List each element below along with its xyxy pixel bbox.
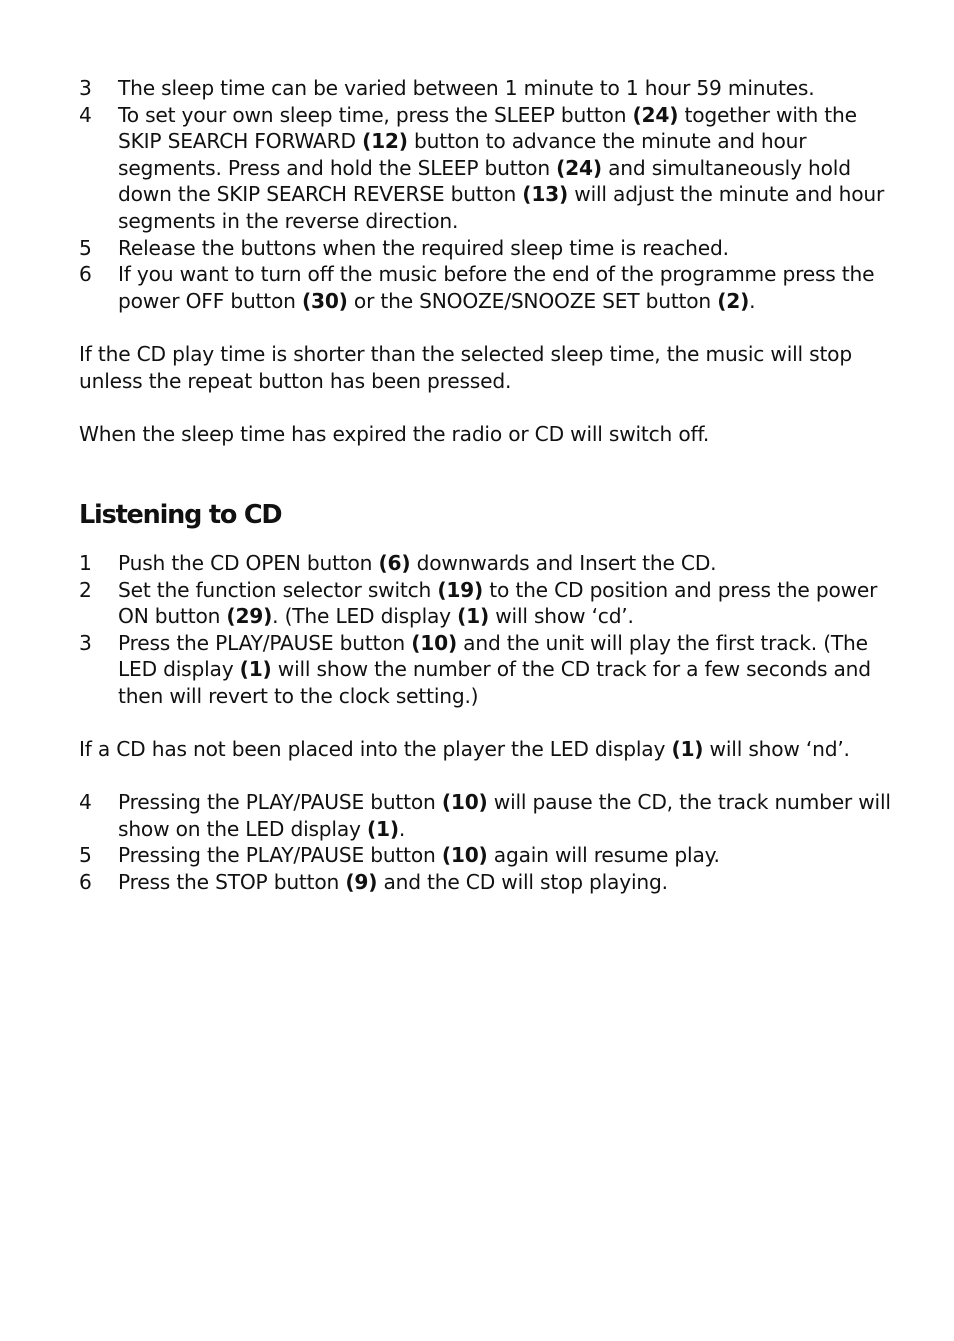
step-text: together with the SKIP SEARCH FORWARD [118, 102, 857, 154]
list-item-text [118, 577, 894, 630]
list-item-number: 5 [79, 235, 92, 260]
step-text: to the CD position and press the power ON button [118, 577, 878, 629]
list-item-number: 3 [79, 76, 92, 100]
list-item-number: 6 [79, 262, 92, 287]
step-ref: (19) [437, 577, 484, 602]
step-ref: (30) [301, 288, 348, 313]
step-text: and the unit will play the first track. (The LED display [118, 630, 868, 682]
step-ref: (10) [441, 790, 488, 815]
list-item-text [118, 842, 894, 869]
step-ref: (10) [411, 630, 457, 655]
step-ref: (6) [378, 550, 411, 575]
step-ref: (1) [457, 604, 490, 629]
list-item-text [118, 102, 894, 235]
step-ref: (24) [632, 102, 679, 127]
step-text: To set your own sleep time, press the SLEEP button [118, 102, 633, 127]
step-text: Press the PLAY/PAUSE button [118, 630, 412, 655]
step-ref: (1) [366, 816, 399, 841]
cd-play-time-note: If the CD play time is shorter than the selected sleep time, the music will stop unless the repeat button has been pressed. [79, 341, 852, 393]
step-text: If you want to turn off the music before the end of the programme press the power OFF button [118, 262, 875, 313]
step-text: Push the CD OPEN button [118, 550, 379, 575]
note-text: will show ‘nd’. [703, 737, 850, 762]
sleep-steps-list [79, 75, 894, 314]
list-item-text [118, 75, 894, 102]
list-item [79, 577, 894, 630]
list-item-number: 4 [79, 102, 92, 127]
list-item-text [118, 789, 894, 842]
step-ref: (1) [239, 657, 272, 682]
list-item-number: 5 [79, 843, 92, 868]
step-ref: (24) [556, 155, 602, 180]
cd-steps-list-a [79, 550, 894, 710]
step-text: . [398, 816, 406, 841]
list-item-number: 2 [79, 577, 92, 602]
step-ref: (2) [717, 288, 750, 313]
step-text: Press the STOP button [118, 870, 346, 895]
list-item-text [118, 235, 894, 262]
step-text: The sleep time can be varied between 1 minute to 1 hour 59 minutes. [118, 76, 815, 100]
list-item-text [118, 550, 894, 577]
step-text: and the CD will stop playing. [377, 870, 668, 895]
cd-steps-list-b [79, 789, 894, 895]
step-text: button to advance the minute and hour segments. Press and hold the SLEEP button [118, 129, 807, 180]
step-text: downwards and Insert the CD. [410, 550, 717, 575]
list-item [79, 789, 894, 842]
list-item-number: 1 [79, 550, 92, 575]
step-text: . [749, 288, 756, 313]
list-item [79, 842, 894, 869]
list-item-text [118, 869, 894, 896]
step-text: Pressing the PLAY/PAUSE button [118, 843, 442, 868]
step-text: will adjust the minute and hour segments in the reverse direction. [118, 182, 885, 233]
list-item-text [118, 630, 894, 710]
sleep-expired-note: When the sleep time has expired the radio or CD will switch off. [79, 421, 710, 446]
step-text: Release the buttons when the required sleep time is reached. [118, 235, 729, 260]
step-text: will show the number of the CD track for a few seconds and then will revert to the clock setting.) [118, 657, 871, 708]
list-item [79, 869, 894, 896]
list-item-number: 4 [79, 790, 92, 815]
step-text: . (The LED display [272, 604, 458, 629]
note-text: If a CD has not been placed into the player the LED display [79, 737, 672, 762]
note-ref: (1) [671, 737, 704, 762]
list-item-number: 6 [79, 870, 92, 895]
list-item [79, 235, 894, 262]
section-heading-listening-to-cd: Listening to CD [79, 499, 282, 530]
step-text: or the SNOOZE/SNOOZE SET button [347, 288, 718, 313]
step-text: and simultaneously hold down the SKIP SEARCH REVERSE button [118, 155, 851, 207]
step-text: will pause the CD, the track number will show on the LED display [118, 790, 891, 841]
list-item [79, 261, 894, 314]
step-text: again will resume play. [487, 843, 720, 868]
step-ref: (10) [441, 843, 488, 868]
step-ref: (9) [345, 870, 378, 895]
list-item [79, 550, 894, 577]
step-text: Set the function selector switch [118, 577, 438, 602]
step-text: Pressing the PLAY/PAUSE button [118, 790, 442, 815]
list-item [79, 630, 894, 710]
list-item-text [118, 261, 894, 314]
step-ref: (29) [226, 604, 273, 629]
list-item [79, 102, 894, 235]
list-item-number: 3 [79, 630, 92, 655]
step-ref: (13) [522, 182, 569, 207]
step-text: will show ‘cd’. [489, 604, 634, 629]
no-cd-note [79, 736, 894, 763]
list-item [79, 75, 894, 102]
step-ref: (12) [362, 129, 408, 154]
